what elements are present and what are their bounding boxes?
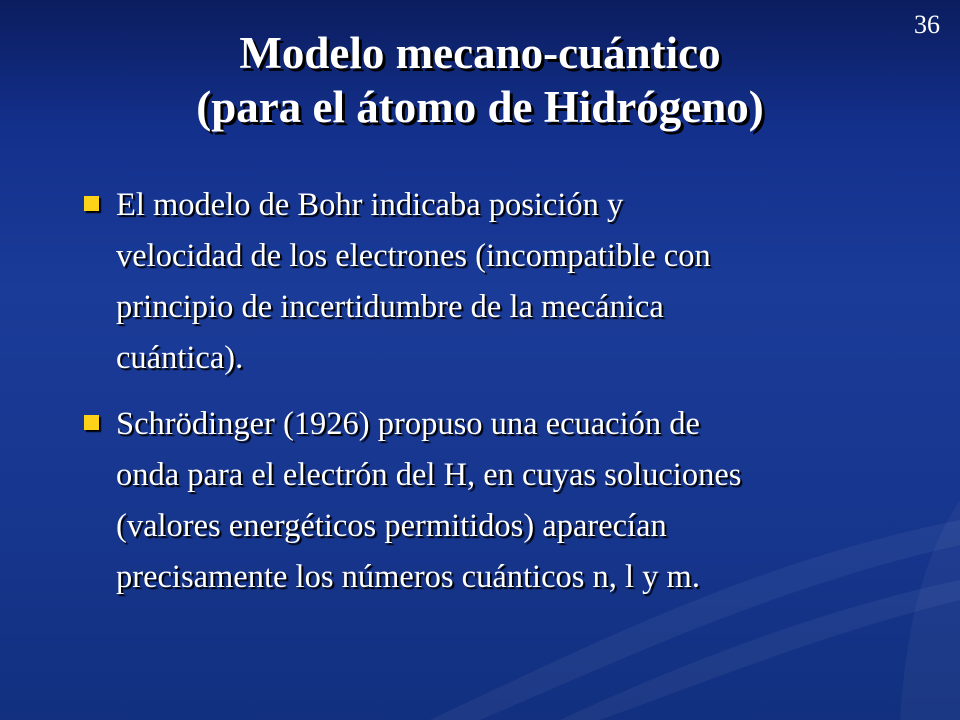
square-bullet-icon [84, 196, 99, 211]
slide-number: 36 [914, 10, 940, 39]
bullet-line: El modelo de Bohr indicaba posición y [116, 187, 624, 223]
bullet-item-bohr [80, 180, 930, 384]
bullet-item-schrodinger [80, 399, 930, 603]
bullet-list [80, 180, 930, 618]
bullet-line: (valores energéticos permitidos) aparecían [116, 508, 667, 544]
slide-title [0, 26, 960, 134]
bullet-line: principio de incertidumbre de la mecánica [116, 289, 664, 325]
bullet-line: precisamente los números cuánticos n, l y m. [116, 559, 700, 595]
title-line-2: (para el átomo de Hidrógeno) [196, 82, 764, 132]
bullet-line: cuántica). [116, 340, 244, 376]
title-line-1: Modelo mecano-cuántico [239, 28, 721, 78]
bullet-line: Schrödinger (1926) propuso una ecuación de [116, 406, 700, 442]
bullet-line: onda para el electrón del H, en cuyas soluciones [116, 457, 742, 493]
square-bullet-icon [84, 415, 99, 430]
bullet-line: velocidad de los electrones (incompatible con [116, 238, 711, 274]
